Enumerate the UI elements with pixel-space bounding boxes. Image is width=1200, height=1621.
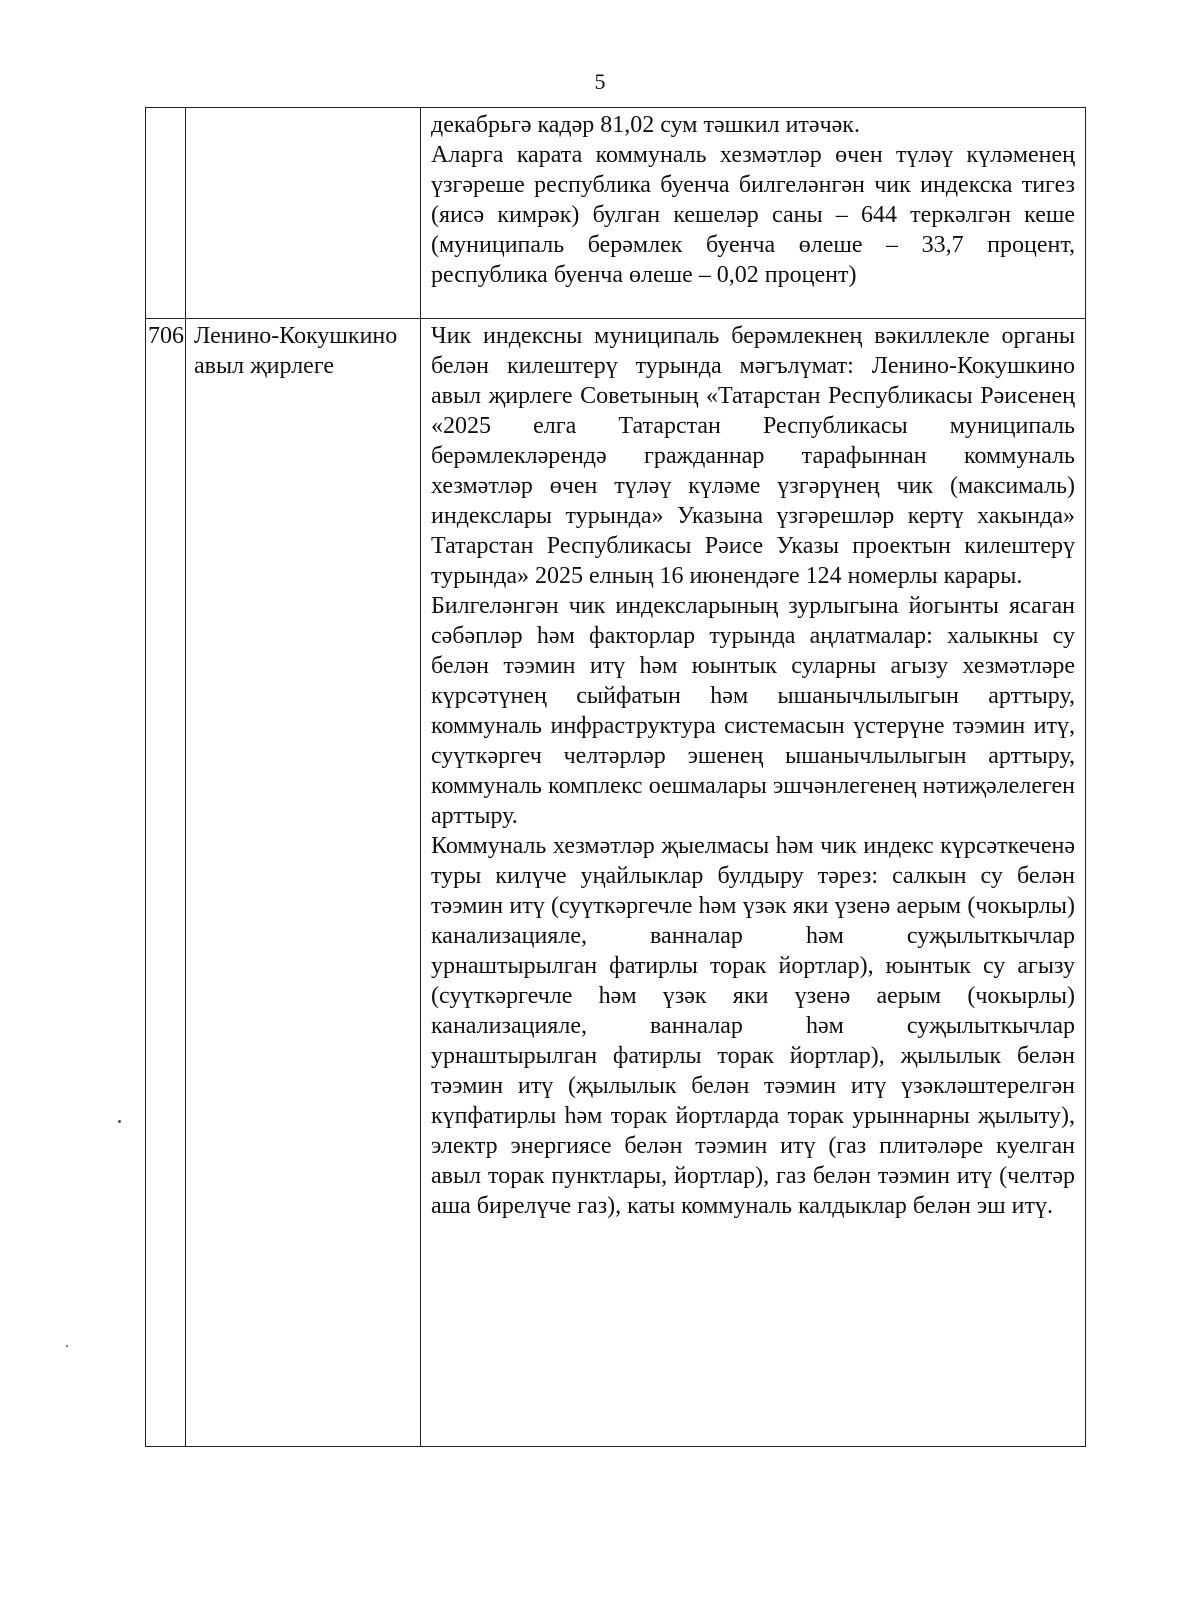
scan-speck	[118, 1120, 121, 1123]
factors-paragraph: Билгеләнгән чик индексларының зурлыгына йогынты ясаган сәбәпләр һәм факторлар турында аңлатмалар: халыкны су белән тәэмин итү һәм юынтык суларны агызу хезмәтләре күрсәтүнең сыйфатын һәм ышанычлылыгын арттыру, коммуналь инфраструктура системасын үстерүне тәэмин итү, суүткәргеч челтәрләр эшенең ышанычлылыгын арттыру, коммуналь комплекс оешмалары эшчәнлегенең нәтиҗәлелеген арттыру.	[431, 593, 1075, 829]
document-table	[145, 107, 1086, 1447]
scan-speck	[66, 1345, 68, 1347]
text-cell-continuation	[421, 108, 1086, 319]
number-cell-empty	[146, 108, 186, 319]
municipality-name: Ленино-Кокушкино авыл җирлеге	[186, 319, 421, 1447]
row-number: 706	[146, 319, 186, 1447]
text-cell-706	[421, 319, 1086, 1447]
services-paragraph: Коммуналь хезмәтләр җыелмасы һәм чик индекс күрсәткеченә туры килүче уңайлыклар булдыру тәрез: салкын су белән тәэмин итү (суүткәргечле һәм үзәк яки үзенә аерым (чокырлы) канализацияле, ванналар һәм суҗылыткычлар урнаштырылган фатирлы торак йортлар), юынтык су агызу (суүткәргечле һәм үзәк яки үзенә аерым (чокырлы) канализацияле, ванналар һәм суҗылыткычлар урнаштырылган фатирлы торак йортлар), җылылык белән тәэмин итү (җылылык белән тәэмин итү үзәкләштерелгән күпфатирлы һәм торак йортларда торак урыннарны җылыту), электр энергиясе белән тәэмин итү (газ плитәләре куелган авыл торак пунктлары, йортлар), газ белән тәэмин итү (челтәр аша бирелүче газ), каты коммуналь калдыклар белән эш итү.	[431, 833, 1075, 1219]
continuation-line: декабрьгә кадәр 81,02 сум тәшкил итәчәк.	[431, 112, 860, 138]
continuation-paragraph: Аларга карата коммуналь хезмәтләр өчен түләү күләменең үзгәреше республика буенча билгеләнгән чик индекска тигез (яисә кимрәк) булган кешеләр саны – 644 теркәлгән кеше (муниципаль берәмлек буенча өлеше – 33,7 процент, республика буенча өлеше – 0,02 процент)	[431, 142, 1075, 288]
name-cell-empty	[186, 108, 421, 319]
agreement-paragraph: Чик индексны муниципаль берәмлекнең вәкиллекле органы белән килештерү турында мәгълүмат: Ленино-Кокушкино авыл җирлеге Советының «Татарстан Республикасы Рәисенең «2025 елга Татарстан Республикасы муниципаль берәмлекләрендә гражданнар тарафыннан коммуналь хезмәтләр өчен түләү күләме үзгәрүнең чик (максималь) индекслары турында» Указына үзгәрешләр кертү хакында» Татарстан Республикасы Рәисе Указы проектын килештерү турында» 2025 елның 16 июнендәге 124 номерлы карары.	[431, 323, 1075, 589]
table-row-706	[146, 319, 1086, 1447]
page-number: 5	[594, 69, 606, 94]
table-row-continuation	[146, 108, 1086, 319]
